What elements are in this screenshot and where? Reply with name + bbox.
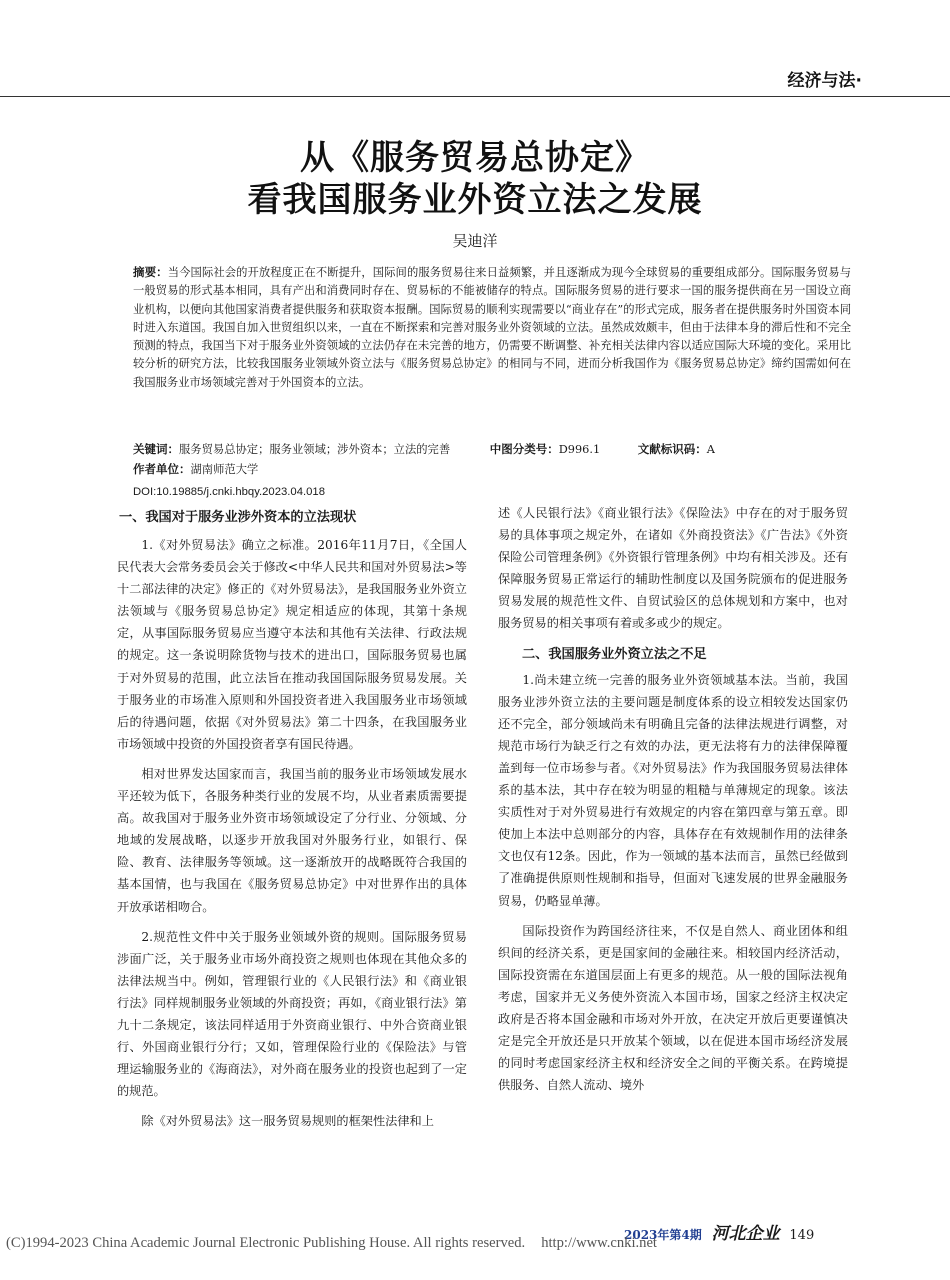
affiliation-row: [133, 460, 258, 479]
affiliation-text: 湖南师范大学: [190, 463, 259, 476]
cnki-link[interactable]: http://www.cnki.net: [541, 1235, 657, 1251]
section-tag: 经济与法·: [787, 71, 862, 91]
body-paragraph: 述《人民银行法》《商业银行法》《保险法》中存在的对于服务贸易的具体事项之规定外，在诸如《外商投资法》《广告法》《外资保险公司管理条例》《外资银行管理条例》中均有相关涉及。还有保障服务贸易正常运行的辅助性制度以及国务院颁布的促进服务贸易发展的规范性文件、自贸试验区的总体规划和方案中，也对服务贸易的相关事项有着或多或少的规定。: [498, 506, 848, 631]
article-title-line1: 从《服务贸易总协定》: [300, 138, 650, 178]
page-number: 149: [789, 1228, 815, 1243]
doc-code-value: A: [706, 443, 715, 456]
abstract-text: 当今国际社会的开放程度正在不断提升，国际间的服务贸易往来日益频繁，并且逐渐成为现今全球贸易的重要组成部分。国际服务贸易与一般贸易的形式基本相同，具有产出和消费同时存在、贸易标的不能被储存的特点。国际服务贸易的进行要求一国的服务提供商在另一国设立商业机构，以便向其他国家消费者提供服务和获取资本报酬。国际贸易的顺利实现需要以“商业存在”的形式完成，服务者在提供服务时外国资本同时进入东道国。我国自加入世贸组织以来，一直在不断探索和完善对服务业外资领域的立法。虽然成效颇丰，但由于法律本身的滞后性和不完全预测的特点，我国当下对于服务业外资领域的立法仍存在未完善的地方，仍需要不断调整、补充相关法律内容以适应国际大环境的变化。采用比较分析的研究方法，比较我国服务业领域外资立法与《服务贸易总协定》的相同与不同，进而分析我国作为《服务贸易总协定》缔约国需如何在我国服务业市场领域完善对于外国资本的立法。: [133, 266, 851, 389]
journal-logo: 河北企业: [711, 1224, 780, 1244]
section2-heading: 二、我国服务业外资立法之不足: [522, 646, 707, 662]
keywords-label: 关键词：: [133, 442, 179, 456]
abstract-label: 摘要：: [133, 265, 168, 279]
author-name: 吴迪洋: [452, 232, 498, 250]
right-column: [498, 502, 848, 1096]
body-paragraph: 除《对外贸易法》这一服务贸易规则的框架性法律和上: [141, 1114, 434, 1129]
classification-value: D996.1: [558, 443, 601, 456]
keywords-text: 服务贸易总协定；服务业领域；涉外资本；立法的完善: [179, 443, 451, 456]
abstract: [133, 263, 851, 392]
section1-heading: 一、我国对于服务业涉外资本的立法现状: [119, 510, 357, 525]
body-paragraph: 1.《对外贸易法》确立之标准。2016年11月7日，《全国人民代表大会常务委员会关于修改<中华人民共和国对外贸易法>等十二部法律的决定》修正的《对外贸易法》，是我国服务业外资立法领域与《服务贸易总协定》规定相适应的体现，其第十条规定，从事国际服务贸易应当遵守本法和其他有关法律、行政法规的规定。这一条说明除货物与技术的进出口，国际服务贸易也属于对外贸易的范围，此立法旨在推动我国国际服务贸易发展。关于服务业的市场准入原则和外国投资者进入我国服务业市场领域后的待遇问题，依据《对外贸易法》第二十四条，在我国服务业市场领域中投资的外国投资者享有国民待遇。: [117, 538, 467, 751]
body-paragraph: 相对世界发达国家而言，我国当前的服务业市场领域发展水平还较为低下，各服务种类行业的发展不均，从业者素质需要提高。故我国对于服务业外资市场领域设定了分行业、分领域、分地域的发展战略，以逐步开放我国对外服务行业，如银行、保险、教育、法律服务等领域。这一逐渐放开的战略既符合我国的基本国情，也与我国在《服务贸易总协定》中对世界作出的具体开放承诺相吻合。: [117, 766, 467, 914]
body-paragraph: 2.规范性文件中关于服务业领域外资的规则。国际服务贸易涉面广泛，关于服务业市场外商投资之规则也体现在其他众多的法律法规当中。例如，管理银行业的《人民银行法》和《商业银行法》同样规制服务业领域的外商投资；再如，《商业银行法》第九十二条规定，该法同样适用于外资商业银行、中外合资商业银行、外国商业银行分行；又如，管理保险行业的《保险法》与管理运输服务业的《海商法》，对外商在服务业的投资也起到了一定的规范。: [117, 929, 467, 1099]
doi[interactable]: DOI:10.19885/j.cnki.hbqy.2023.04.018: [133, 486, 325, 498]
issue-label: 2023年第4期: [624, 1228, 702, 1242]
article-title-line2: 看我国服务业外资立法之发展: [247, 180, 703, 220]
left-column: [117, 506, 467, 1132]
classification-label: 中图分类号：: [489, 442, 559, 456]
body-paragraph: 1.尚未建立统一完善的服务业外资领域基本法。当前，我国服务业涉外资立法的主要问题是制度体系的设立相较发达国家仍还不完全，部分领域尚未有明确且完备的法律法规进行调整，对规范市场行为缺乏行之有效的办法，更无法将有力的法律保障覆盖到每一位市场参与者。《对外贸易法》作为我国服务贸易法律体系的基本法，其中存在较为明显的粗糙与单薄规定的现象。该法实质性对于对外贸易进行有效规定的内容在第四章与第五章。即使加上本法中总则部分的内容，具体存在有效规制作用的法律条文也仅有12条。因此，作为一领域的基本法而言，虽然已经做到了准确提供原则性规制和指导，但面对飞速发展的世界金融服务贸易，仍略显单薄。: [498, 672, 848, 908]
body-paragraph: 国际投资作为跨国经济往来，不仅是自然人、商业团体和组织间的经济关系，更是国家间的金融往来。相较国内经济活动，国际投资需在东道国层面上有更多的规范。从一般的国际法视角考虑，国家并无义务使外资流入本国市场，国家之经济主权决定政府是否将本国金融和市场对外开放，在决定开放后更要谨慎决定是完全开放还是只开放某个领域，以在促进本国市场经济发展的同时考虑国家经济主权和经济安全之间的平衡关系。在跨境提供服务、自然人流动、境外: [498, 923, 848, 1093]
copyright-text: (C)1994-2023 China Academic Journal Electronic Publishing House. All rights reserved.: [6, 1235, 526, 1251]
doc-code-label: 文献标识码：: [637, 442, 707, 456]
copyright-line: [6, 1235, 946, 1252]
keywords-row: [133, 440, 715, 459]
header-rule: [0, 96, 950, 97]
affiliation-label: 作者单位：: [133, 462, 191, 476]
